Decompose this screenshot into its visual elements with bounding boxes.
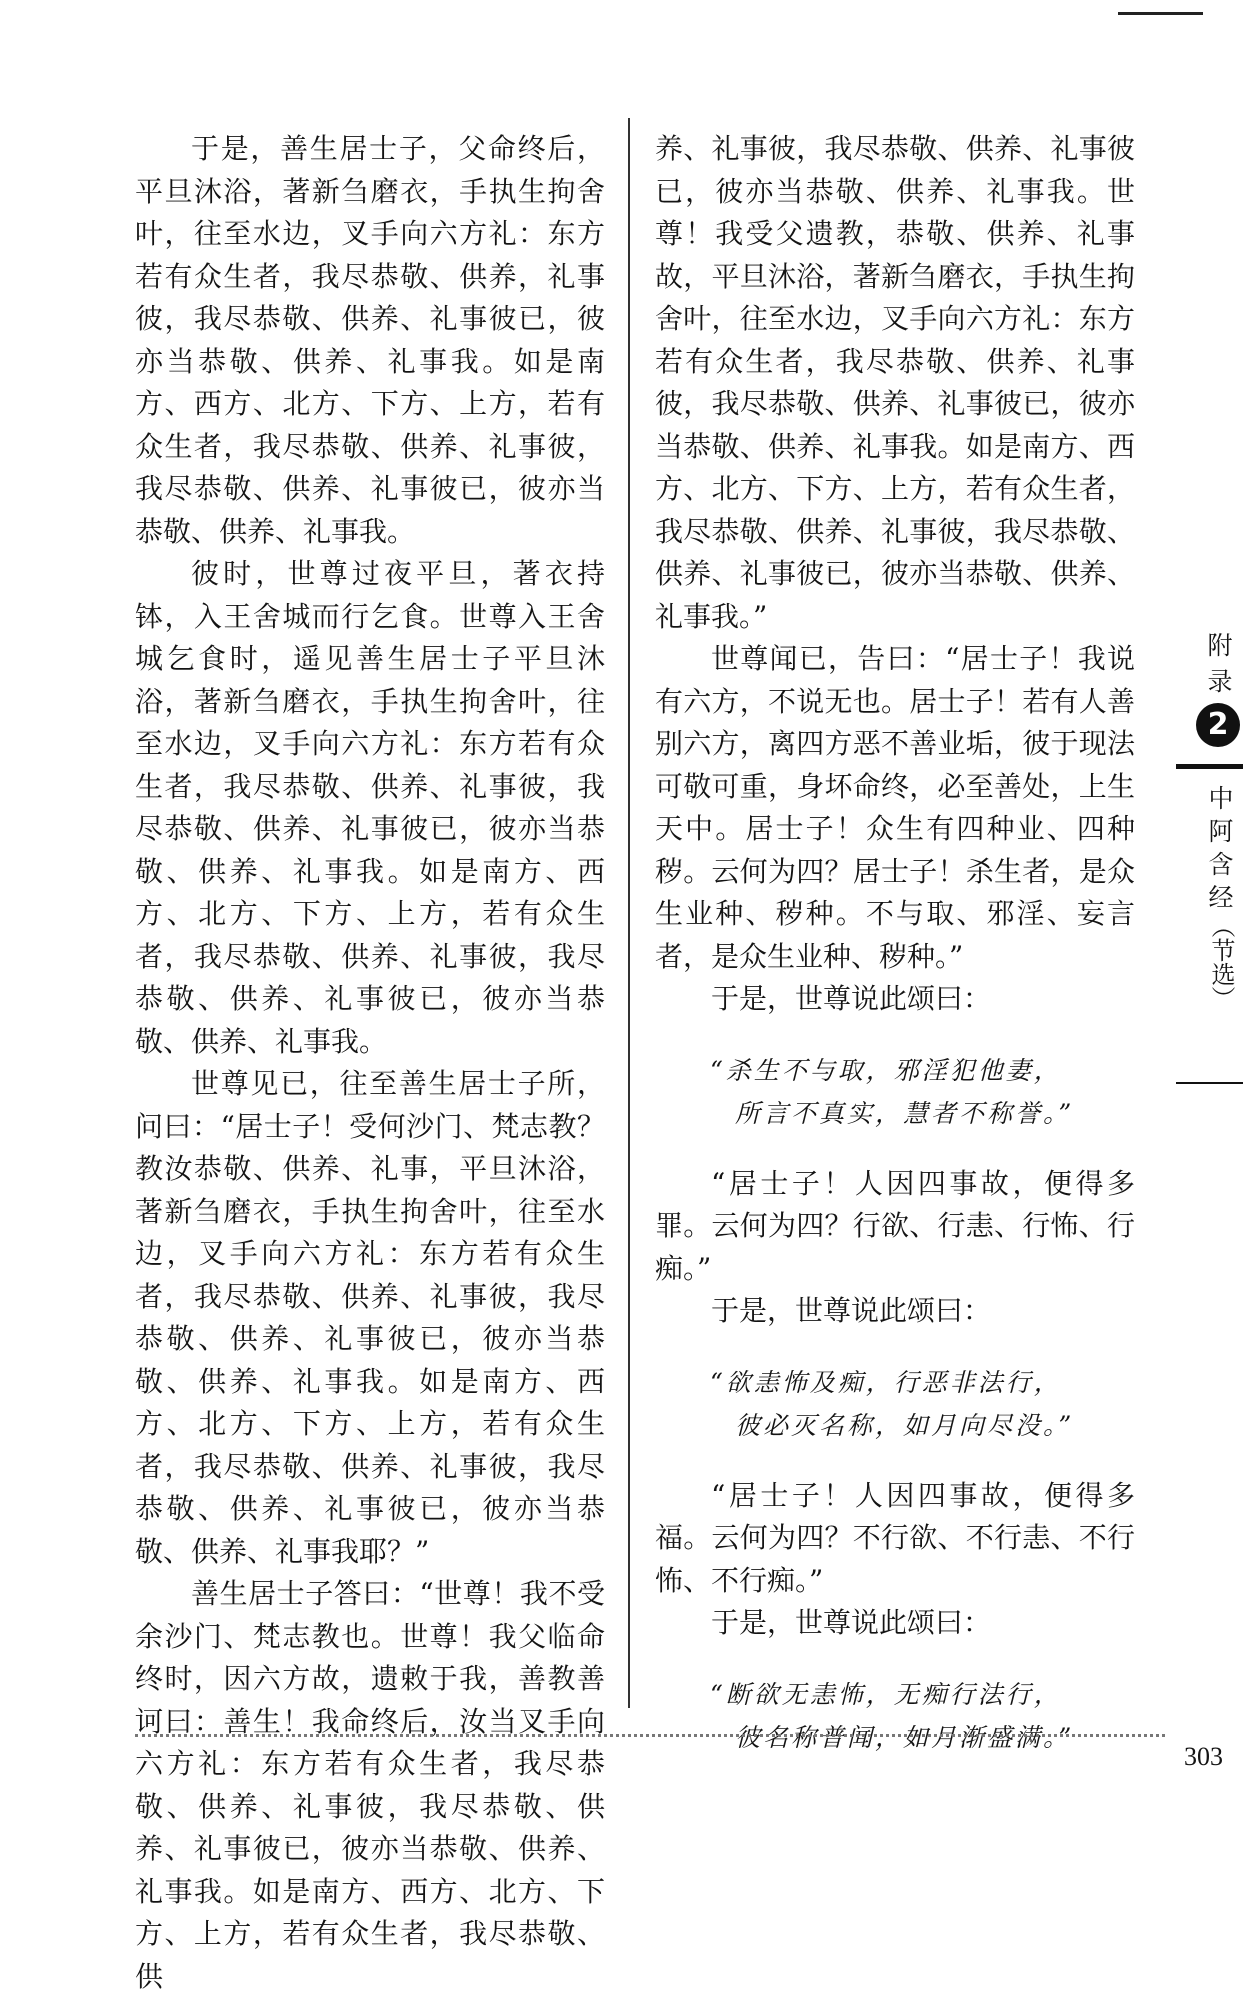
paragraph: 彼时，世尊过夜平旦，著衣持钵，入王舍城而行乞食。世尊入王舍城乞食时，遥见善生居士子平旦沐浴，著新刍磨衣，手执生拘舍叶，往至水边，叉手向六方礼：东方若有众生者，我尽恭敬、供养、礼事彼，我尽恭敬、供养、礼事彼已，彼亦当恭敬、供养、礼事我。如是南方、西方、北方、下方、上方，若有众生者，我尽恭敬、供养、礼事彼，我尽恭敬、供养、礼事彼已，彼亦当恭敬、供养、礼事我。 bbox=[135, 557, 605, 1058]
side-tab-rule bbox=[1176, 1082, 1243, 1084]
page-number: 303 bbox=[1184, 1742, 1223, 1771]
side-tab-char: 阿 bbox=[1208, 817, 1234, 846]
side-tab-number-badge: 2 bbox=[1196, 703, 1240, 747]
verse bbox=[655, 1361, 1135, 1447]
paragraph: 世尊闻已，告曰：“居士子！我说有六方，不说无也。居士子！若有人善别六方，离四方恶不善业垢，彼于现法可敬可重，身坏命终，必至善处，上生天中。居士子！众生有四种业、四种秽。云何为四？居士子！杀生者，是众生业种、秽种。不与取、邪淫、妄言者，是众生业种、秽种。” bbox=[655, 642, 1135, 973]
side-tab-char: 含 bbox=[1208, 850, 1234, 879]
paragraph: 于是，世尊说此颂曰： bbox=[711, 1294, 992, 1327]
paragraph: 于是，世尊说此颂曰： bbox=[711, 982, 992, 1015]
side-tab-appendix-label bbox=[1205, 628, 1235, 700]
side-tab-char: 经 bbox=[1208, 883, 1234, 912]
column-divider bbox=[628, 118, 630, 1708]
top-header-rule bbox=[1118, 12, 1203, 15]
paragraph-continuation: 养、礼事彼，我尽恭敬、供养、礼事彼已，彼亦当恭敬、供养、礼事我。世尊！我受父遗教，恭敬、供养、礼事故，平旦沐浴，著新刍磨衣，手执生拘舍叶，往至水边，叉手向六方礼：东方若有众生者，我尽恭敬、供养、礼事彼，我尽恭敬、供养、礼事彼已，彼亦当恭敬、供养、礼事我。如是南方、西方、北方、下方、上方，若有众生者，我尽恭敬、供养、礼事彼，我尽恭敬、供养、礼事彼已，彼亦当恭敬、供养、礼事我。” bbox=[655, 132, 1135, 633]
side-tab-char: 中 bbox=[1208, 784, 1234, 813]
side-tab-rule bbox=[1176, 764, 1243, 769]
verse-line: “杀生不与取，邪淫犯他妻， bbox=[710, 1055, 1062, 1085]
side-tab-char: 附 bbox=[1207, 631, 1233, 660]
paragraph: “居士子！人因四事故，便得多罪。云何为四？行欲、行恚、行怖、行痴。” bbox=[655, 1166, 1135, 1285]
paragraph: 善生居士子答曰：“世尊！我不受余沙门、梵志教也。世尊！我父临命终时，因六方故，遗敕于我，善教善诃曰：善生！我命终后，汝当叉手向六方礼：东方若有众生者，我尽恭敬、供养、礼事彼，我尽恭敬、供养、礼事彼已，彼亦当恭敬、供养、礼事我。如是南方、西方、北方、下方、上方，若有众生者，我尽恭敬、供 bbox=[135, 1577, 605, 1993]
verse-line: 彼必灭名称，如月向尽没。” bbox=[735, 1410, 1075, 1440]
side-tab-subtitle: （节选） bbox=[1207, 914, 1235, 1010]
paragraph: 于是，世尊说此颂曰： bbox=[711, 1606, 992, 1639]
verse-line: “断欲无恚怖，无痴行法行， bbox=[710, 1679, 1062, 1709]
verse bbox=[655, 1673, 1135, 1759]
paragraph: 于是，善生居士子，父命终后，平旦沐浴，著新刍磨衣，手执生拘舍叶，往至水边，叉手向六方礼：东方若有众生者，我尽恭敬、供养，礼事彼，我尽恭敬、供养、礼事彼已，彼亦当恭敬、供养、礼事我。如是南方、西方、北方、下方、上方，若有众生者，我尽恭敬、供养、礼事彼，我尽恭敬、供养、礼事彼已，彼亦当恭敬、供养、礼事我。 bbox=[135, 132, 605, 548]
side-tab-title bbox=[1204, 782, 1238, 1010]
paragraph: 世尊见已，往至善生居士子所，问曰：“居士子！受何沙门、梵志教？教汝恭敬、供养、礼事，平旦沐浴，著新刍磨衣，手执生拘舍叶，往至水边，叉手向六方礼：东方若有众生者，我尽恭敬、供养、礼事彼，我尽恭敬、供养、礼事彼已，彼亦当恭敬、供养、礼事我。如是南方、西方、北方、下方、上方，若有众生者，我尽恭敬、供养、礼事彼，我尽恭敬、供养、礼事彼已，彼亦当恭敬、供养、礼事我耶？” bbox=[135, 1067, 605, 1568]
side-tab-char: 录 bbox=[1207, 667, 1233, 696]
verse bbox=[655, 1049, 1135, 1135]
footer-dotted-rule bbox=[135, 1734, 1165, 1737]
left-text-column bbox=[135, 128, 605, 1998]
verse-line: 彼名称普闻，如月渐盛满。” bbox=[735, 1722, 1075, 1752]
right-text-column bbox=[655, 128, 1135, 1787]
verse-line: “欲恚怖及痴，行恶非法行， bbox=[710, 1367, 1062, 1397]
paragraph: “居士子！人因四事故，便得多福。云何为四？不行欲、不行恚、不行怖、不行痴。” bbox=[655, 1478, 1135, 1597]
verse-line: 所言不真实，慧者不称誉。” bbox=[735, 1098, 1075, 1128]
